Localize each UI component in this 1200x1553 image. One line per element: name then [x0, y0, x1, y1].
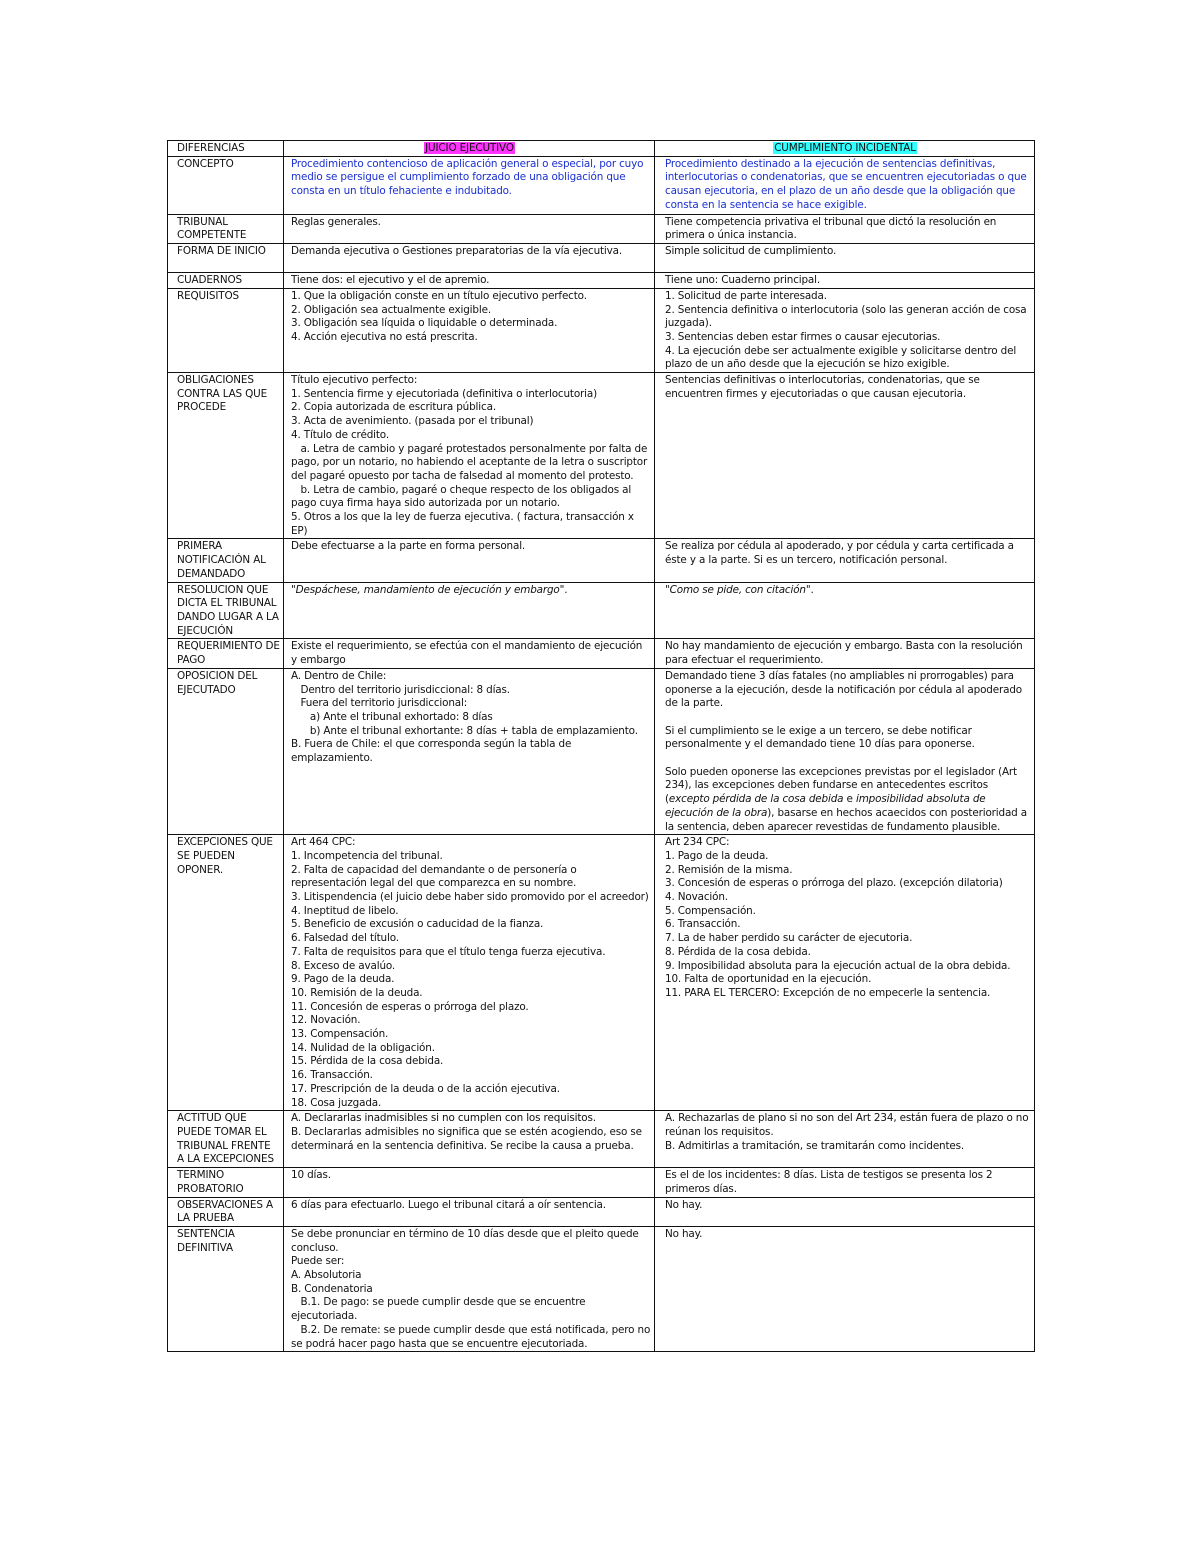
cell-line: 18. Cosa juzgada. [291, 1096, 382, 1109]
row-label: REQUISITOS [168, 288, 284, 372]
cell-line: 1. Pago de la deuda. [665, 849, 769, 862]
cell-cumplimiento [655, 214, 1035, 243]
italic-run: imposibilidad absoluta de ejecución de la obra [665, 793, 989, 819]
cell-line: A. Rechazarlas de plano si no son del Art 234, están fuera de plazo o no reúnan los requisitos. [665, 1112, 1032, 1138]
cell-line: 2. Obligación sea actualmente exigible. [291, 303, 491, 316]
cell-line: 7. Falta de requisitos para que el título tenga fuerza ejecutiva. [291, 945, 606, 958]
cell-line: 16. Transacción. [291, 1069, 373, 1082]
cell-line: a. Letra de cambio y pagaré protestados personalmente por falta de pago, por un notario, no habiendo el aceptante de la letra o suscriptor del pagaré opuesto por tacha de falsedad al momento del protesto. [291, 442, 651, 482]
cell-line: 3. Sentencias deben estar firmes o causar ejecutorias. [665, 330, 941, 343]
cell-line: Dentro del territorio jurisdiccional: 8 días. [291, 683, 510, 696]
cell-line: Tiene uno: Cuaderno principal. [665, 274, 821, 287]
cell-line [665, 766, 1031, 835]
cell-line: Procedimiento contencioso de aplicación general o especial, por cuyo medio se persigue el cumplimiento forzado de una obligación que consta en un título fehaciente e indubitado. [291, 157, 647, 198]
header-juicio-ejecutivo [284, 141, 655, 157]
cell-juicio [284, 639, 655, 668]
cell-juicio [284, 244, 655, 273]
cell-line: Debe efectuarse a la parte en forma personal. [291, 540, 526, 553]
row-label: EXCEPCIONES QUE SE PUEDEN OPONER. [168, 835, 284, 1111]
row-label: REQUERIMIENTO DE PAGO [168, 639, 284, 668]
cell-line: B. Admitirlas a tramitación, se tramitarán como incidentes. [665, 1139, 965, 1152]
cell-line: 4. La ejecución debe ser actualmente exigible y solicitarse dentro del plazo de un año desde que la ejecución se hizo exigible. [665, 344, 1020, 371]
cell-line: 12. Novación. [291, 1014, 361, 1027]
table-row [168, 288, 1035, 372]
cell-line: 3. Concesión de esperas o prórroga del plazo. (excepción dilatoria) [665, 877, 1003, 890]
cell-line: 4. Novación. [665, 891, 728, 904]
row-label: OPOSICION DEL EJECUTADO [168, 668, 284, 834]
cell-line: B.2. De remate: se puede cumplir desde que está notificada, pero no se podrá hacer pago hasta que se encuentre ejecutoriada. [291, 1323, 654, 1350]
cell-cumplimiento [655, 668, 1035, 834]
cell-line: A. Declararlas inadmisibles si no cumplen con los requisitos. [291, 1112, 596, 1125]
header-cumplimiento-incidental [655, 141, 1035, 157]
row-label: TRIBUNAL COMPETENTE [168, 214, 284, 243]
cell-line: Si el cumplimiento se le exige a un tercero, se debe notificar personalmente y el demandado tiene 10 días para oponerse. [665, 724, 975, 751]
cell-line: a) Ante el tribunal exhortado: 8 días [291, 710, 493, 723]
cell-line: 9. Pago de la deuda. [291, 973, 395, 986]
cell-cumplimiento [655, 373, 1035, 539]
cell-line: 5. Beneficio de excusión o caducidad de la fianza. [291, 918, 544, 931]
cell-line: 4. Título de crédito. [291, 428, 389, 441]
row-label: SENTENCIA DEFINITIVA [168, 1226, 284, 1351]
cell-juicio [284, 1197, 655, 1226]
cell-line: 11. PARA EL TERCERO: Excepción de no empecerle la sentencia. [665, 986, 991, 999]
cell-cumplimiento [655, 1111, 1035, 1168]
comparison-table [167, 140, 1035, 1352]
cell-line: 10 días. [291, 1169, 331, 1182]
cell-juicio [284, 288, 655, 372]
table-row [168, 156, 1035, 214]
row-label: CUADERNOS [168, 273, 284, 289]
text-run: e [843, 793, 856, 806]
cell-line: 14. Nulidad de la obligación. [291, 1041, 435, 1054]
table-row [168, 582, 1035, 639]
row-label: FORMA DE INICIO [168, 244, 284, 273]
table-header-row [168, 141, 1035, 157]
cell-line: 8. Exceso de avalúo. [291, 959, 396, 972]
cell-line: 10. Falta de oportunidad en la ejecución. [665, 973, 872, 986]
row-label: RESOLUCION QUE DICTA EL TRIBUNAL DANDO LUGAR A LA EJECUCIÓN [168, 582, 284, 639]
cell-cumplimiento [655, 539, 1035, 582]
cell-line: 6. Transacción. [665, 918, 741, 931]
cell-line: B. Condenatoria [291, 1282, 373, 1295]
table-row [168, 668, 1035, 834]
cell-juicio [284, 156, 655, 214]
cell-line: Art 234 CPC: [665, 836, 730, 849]
row-label: OBLIGACIONES CONTRA LAS QUE PROCEDE [168, 373, 284, 539]
row-label: ACTITUD QUE PUEDE TOMAR EL TRIBUNAL FRENTE A LA EXCEPCIONES [168, 1111, 284, 1168]
table-row [168, 1168, 1035, 1197]
cell-line: b. Letra de cambio, pagaré o cheque respecto de los obligados al pago cuya firma haya sido autorizada por un notario. [291, 483, 635, 510]
cell-line: 1. Que la obligación conste en un título ejecutivo perfecto. [291, 289, 587, 302]
table-row [168, 1111, 1035, 1168]
cell-line: A. Dentro de Chile: [291, 669, 387, 682]
cell-juicio [284, 273, 655, 289]
cell-cumplimiento [655, 156, 1035, 214]
spacer [665, 752, 1031, 766]
header-cumplimiento-incidental-label: CUMPLIMIENTO INCIDENTAL [774, 142, 916, 154]
cell-line: Tiene dos: el ejecutivo y el de apremio. [291, 274, 490, 287]
cell-line: 13. Compensación. [291, 1028, 389, 1041]
cell-line: 1. Incompetencia del tribunal. [291, 849, 443, 862]
cell-line: Demandado tiene 3 días fatales (no ampliables ni prorrogables) para oponerse a la ejecución, desde la notificación por cédula al apoderado de la parte. [665, 669, 1026, 710]
cell-line: B. Declararlas admisibles no significa que se estén acogiendo, eso se determinará en la sentencia definitiva. Se recibe la causa a prueba. [291, 1126, 646, 1152]
cell-cumplimiento [655, 244, 1035, 273]
cell-line: Demanda ejecutiva o Gestiones preparatorias de la vía ejecutiva. [291, 245, 623, 258]
cell-line: 2. Falta de capacidad del demandante o de personería o representación legal del que comparezca en su nombre. [291, 863, 580, 890]
italic-quote: Como se pide, con citación [669, 583, 806, 596]
cell-line: No hay mandamiento de ejecución y embargo. Basta con la resolución para efectuar el requerimiento. [665, 640, 1026, 667]
italic-run: excepto pérdida de la cosa debida [668, 793, 844, 806]
cell-line: Art 464 CPC: [291, 836, 356, 849]
cell-line: 17. Prescripción de la deuda o de la acción ejecutiva. [291, 1082, 560, 1095]
cell-line: 4. Acción ejecutiva no está prescrita. [291, 330, 478, 343]
cell-cumplimiento [655, 582, 1035, 639]
cell-line: 5. Otros a los que la ley de fuerza ejecutiva. ( factura, transacción x EP) [291, 511, 638, 537]
cell-line: 15. Pérdida de la cosa debida. [291, 1055, 444, 1068]
italic-quote: Despáchese, mandamiento de ejecución y embargo [295, 583, 560, 596]
cell-cumplimiento [655, 835, 1035, 1111]
row-label: PRIMERA NOTIFICACIÓN AL DEMANDADO [168, 539, 284, 582]
cell-line: Existe el requerimiento, se efectúa con el mandamiento de ejecución y embargo [291, 640, 646, 667]
cell-line: Se debe pronunciar en término de 10 días desde que el pleito quede concluso. [291, 1227, 642, 1254]
comparison-document [167, 140, 1034, 1352]
cell-line: Es el de los incidentes: 8 días. Lista de testigos se presenta los 2 primeros días. [665, 1169, 996, 1195]
cell-line: 6. Falsedad del título. [291, 932, 399, 945]
table-row [168, 1197, 1035, 1226]
cell-line: Se realiza por cédula al apoderado, y por cédula y carta certificada a éste y a la parte. Si es un tercero, notificación personal. [665, 540, 1018, 567]
cell-line: 6 días para efectuarlo. Luego el tribunal citará a oír sentencia. [291, 1198, 606, 1211]
cell-line: 2. Remisión de la misma. [665, 863, 793, 876]
cell-line: "Como se pide, con citación". [665, 583, 814, 596]
cell-cumplimiento [655, 1168, 1035, 1197]
cell-cumplimiento [655, 288, 1035, 372]
cell-line: 8. Pérdida de la cosa debida. [665, 945, 811, 958]
table-row [168, 214, 1035, 243]
cell-cumplimiento [655, 639, 1035, 668]
cell-juicio [284, 582, 655, 639]
spacer [665, 711, 1031, 725]
cell-juicio [284, 214, 655, 243]
row-label: OBSERVACIONES A LA PRUEBA [168, 1197, 284, 1226]
cell-juicio [284, 1168, 655, 1197]
cell-juicio [284, 539, 655, 582]
table-row [168, 639, 1035, 668]
header-differences: DIFERENCIAS [168, 141, 284, 157]
cell-line: B.1. De pago: se puede cumplir desde que se encuentre ejecutoriada. [291, 1296, 589, 1323]
text-run: Solo pueden oponerse las excepciones previstas por el legislador (Art 234), las excepciones deben fundarse en antecedentes escritos ( [665, 765, 1021, 806]
cell-juicio [284, 1111, 655, 1168]
cell-line: 7. La de haber perdido su carácter de ejecutoria. [665, 932, 913, 945]
table-row [168, 244, 1035, 273]
cell-line: 5. Compensación. [665, 904, 756, 917]
cell-line: 10. Remisión de la deuda. [291, 986, 423, 999]
cell-line: Sentencias definitivas o interlocutorias, condenatorias, que se encuentren firmes y ejecutoriadas o que causan ejecutoria. [665, 374, 983, 400]
cell-line: Título ejecutivo perfecto: [291, 374, 418, 387]
cell-line: 11. Concesión de esperas o prórroga del plazo. [291, 1000, 529, 1013]
table-row [168, 373, 1035, 539]
text-run: ), basarse en hechos acaecidos con posterioridad a la sentencia, deben aparecer revestidas de fundamento plausible. [665, 806, 1031, 833]
cell-line: A. Absolutoria [291, 1269, 362, 1282]
header-juicio-ejecutivo-label: JUICIO EJECUTIVO [425, 142, 514, 154]
cell-line: Simple solicitud de cumplimiento. [665, 245, 837, 258]
row-label: TERMINO PROBATORIO [168, 1168, 284, 1197]
row-label: CONCEPTO [168, 156, 284, 214]
cell-line: B. Fuera de Chile: el que corresponda según la tabla de emplazamiento. [291, 738, 575, 765]
cell-line: 1. Sentencia firme y ejecutoriada (definitiva o interlocutoria) [291, 387, 598, 400]
cell-line: Fuera del territorio jurisdiccional: [291, 697, 468, 710]
cell-line: b) Ante el tribunal exhortante: 8 días + tabla de emplazamiento. [291, 724, 638, 737]
cell-line: 3. Litispendencia (el juicio debe haber sido promovido por el acreedor) [291, 891, 649, 904]
cell-line: 9. Imposibilidad absoluta para la ejecución actual de la obra debida. [665, 959, 1011, 972]
cell-line: 2. Copia autorizada de escritura pública. [291, 401, 496, 414]
cell-juicio [284, 1226, 655, 1351]
cell-line: 2. Sentencia definitiva o interlocutoria (solo las generan acción de cosa juzgada). [665, 303, 1030, 330]
cell-juicio [284, 373, 655, 539]
cell-line: Tiene competencia privativa el tribunal que dictó la resolución en primera o única instancia. [665, 215, 1000, 242]
cell-cumplimiento [655, 1197, 1035, 1226]
table-row [168, 273, 1035, 289]
cell-line: 3. Acta de avenimiento. (pasada por el tribunal) [291, 415, 534, 428]
table-row [168, 539, 1035, 582]
cell-line: Puede ser: [291, 1255, 345, 1268]
cell-line: Reglas generales. [291, 215, 381, 228]
table-row [168, 1226, 1035, 1351]
cell-cumplimiento [655, 273, 1035, 289]
cell-line: 3. Obligación sea líquida o liquidable o determinada. [291, 317, 558, 330]
cell-juicio [284, 668, 655, 834]
table-row [168, 835, 1035, 1111]
cell-line: No hay. [665, 1227, 703, 1240]
cell-line: Procedimiento destinado a la ejecución de sentencias definitivas, interlocutorias o condenatorias, que se encuentren ejecutoriadas o que causan ejecutoria, en el plazo de un año desde que la obligación que consta en la sentencia se hace exigible. [665, 157, 1030, 211]
cell-juicio [284, 835, 655, 1111]
cell-line: 1. Solicitud de parte interesada. [665, 289, 827, 302]
cell-line: 4. Ineptitud de libelo. [291, 904, 399, 917]
cell-line: No hay. [665, 1198, 703, 1211]
cell-line: "Despáchese, mandamiento de ejecución y embargo". [291, 583, 568, 596]
cell-cumplimiento [655, 1226, 1035, 1351]
